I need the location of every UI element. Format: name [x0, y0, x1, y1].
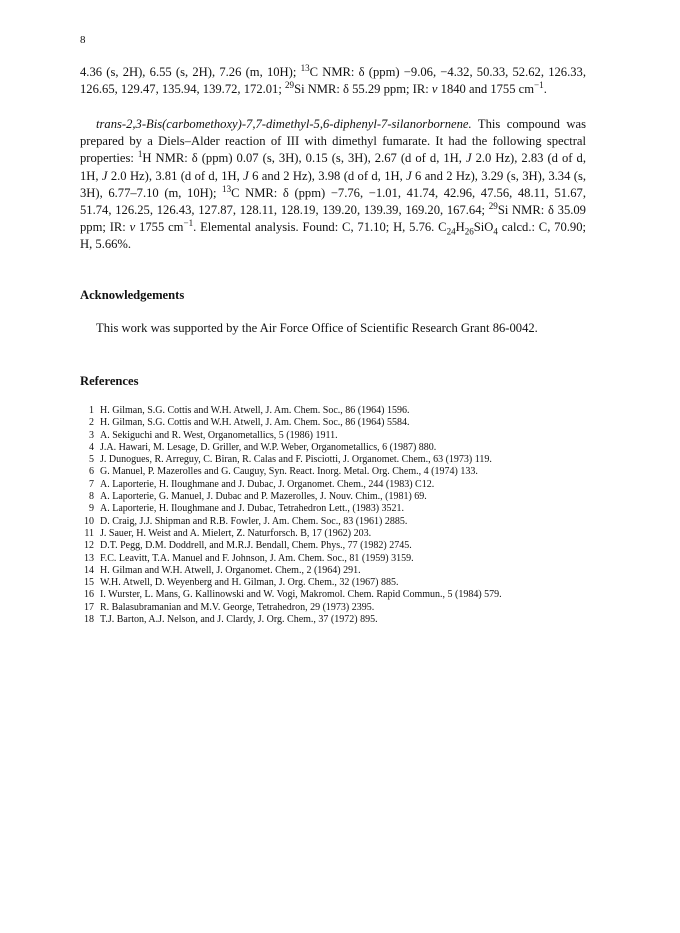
reference-item	[80, 565, 600, 577]
acknowledgements-text: This work was supported by the Air Force Office of Scientific Research Grant 86-0042.	[96, 321, 538, 335]
reference-text: J.A. Hawari, M. Lesage, D. Griller, and W.P. Weber, Organometallics, 6 (1987) 880.	[100, 441, 437, 453]
reference-text: T.J. Barton, A.J. Nelson, and J. Clardy, J. Org. Chem., 37 (1972) 895.	[100, 614, 378, 626]
reference-text: H. Gilman, S.G. Cottis and W.H. Atwell, J. Am. Chem. Soc., 86 (1964) 1596.	[100, 405, 410, 416]
text-run: Si NMR: δ 55.29 ppm; IR:	[294, 82, 432, 97]
reference-number: 4	[89, 441, 94, 453]
unit-superscript: −1	[183, 218, 194, 229]
reference-text: H. Gilman and W.H. Atwell, J. Organomet. Chem., 2 (1964) 291.	[100, 564, 361, 576]
reference-item	[80, 417, 600, 429]
reference-text: R. Balasubramanian and M.V. George, Tetrahedron, 29 (1973) 2395.	[100, 601, 375, 613]
text-run: calcd.: C, 70.90; H, 5.66%.	[80, 220, 587, 252]
text-run: 4.36 (s, 2H), 6.55 (s, 2H), 7.26 (m, 10H);	[80, 65, 301, 79]
isotope-superscript: 13	[300, 62, 310, 73]
formula-subscript: 4	[493, 226, 498, 237]
text-run: C NMR: δ (ppm) −9.06, −4.32, 50.33, 52.62, 126.33, 126.65, 129.47, 135.94, 139.72, 172.01;	[80, 65, 586, 97]
reference-number: 10	[84, 515, 94, 527]
reference-text: A. Sekiguchi and R. West, Organometallics, 5 (1986) 1911.	[100, 429, 338, 441]
reference-number: 3	[89, 429, 94, 441]
ir-nu-symbol: ν	[129, 220, 136, 235]
text-run: . Elemental analysis. Found: C, 71.10; H, 5.76. C	[193, 220, 447, 235]
text-run: This compound was prepared by a Diels–Alder reaction of III with dimethyl fumarate. It had the following spectral properties:	[80, 117, 586, 166]
text-run: 2.0 Hz), 3.81 (d of d, 1H,	[107, 168, 244, 183]
reference-text: J. Sauer, H. Weist and A. Mielert, Z. Naturforsch. B, 17 (1962) 203.	[100, 527, 372, 539]
reference-number: 2	[89, 417, 94, 429]
reference-item	[80, 577, 600, 589]
reference-text: J. Dunogues, R. Arreguy, C. Biran, R. Calas and F. Pisciotti, J. Organomet. Chem., 63 (1973) 119.	[100, 454, 492, 466]
reference-list	[80, 405, 600, 626]
coupling-j: J	[101, 168, 108, 183]
text-run: H	[455, 220, 465, 235]
reference-text: W.H. Atwell, D. Weyenberg and H. Gilman, J. Org. Chem., 32 (1967) 885.	[100, 577, 399, 589]
reference-text: H. Gilman, S.G. Cottis and W.H. Atwell, J. Am. Chem. Soc., 86 (1964) 5584.	[100, 417, 410, 429]
text-run: 1840 and 1755 cm	[437, 82, 535, 97]
reference-text: A. Laporterie, G. Manuel, J. Dubac and P. Mazerolles, J. Nouv. Chim., (1981) 69.	[100, 491, 427, 503]
reference-text: I. Wurster, L. Mans, G. Kallinowski and W. Vogi, Makromol. Chem. Rapid Commun., 5 (1984) 579.	[100, 589, 502, 601]
reference-text: D.T. Pegg, D.M. Doddrell, and M.R.J. Bendall, Chem. Phys., 77 (1982) 2745.	[100, 540, 412, 552]
reference-text: A. Laporterie, H. Iloughmane and J. Dubac, J. Organomet. Chem., 244 (1983) C12.	[100, 478, 435, 490]
reference-number: 1	[89, 405, 94, 416]
isotope-superscript: 29	[285, 80, 295, 91]
acknowledgements-heading: Acknowledgements	[80, 288, 185, 302]
reference-item	[80, 516, 600, 528]
reference-text: A. Laporterie, H. Iloughmane and J. Dubac, Tetrahedron Lett., (1983) 3521.	[100, 503, 405, 515]
reference-number: 11	[84, 527, 94, 539]
text-run: .	[543, 82, 547, 97]
reference-item	[80, 528, 600, 540]
isotope-superscript: 13	[222, 183, 232, 194]
reference-number: 14	[84, 564, 94, 576]
text-run: 6 and 2 Hz), 3.29 (s, 3H), 3.34 (s, 3H), 6.77–7.10 (m, 10H);	[80, 168, 586, 200]
reference-number: 16	[84, 589, 94, 601]
nmr-data-paragraph	[80, 64, 586, 98]
reference-item	[80, 466, 600, 478]
unit-superscript: −1	[534, 80, 544, 91]
text-run: C NMR: δ (ppm) −7.76, −1.01, 41.74, 42.96, 47.56, 48.11, 51.67, 51.74, 126.25, 126.43, 127.87, 128.11, 128.19, 139.20, 139.39, 169.20, 167.64;	[80, 185, 586, 218]
compound-paragraph	[80, 116, 586, 254]
reference-item	[80, 491, 600, 503]
reference-item	[80, 442, 600, 454]
reference-item	[80, 540, 600, 552]
reference-item	[80, 553, 600, 565]
reference-text: G. Manuel, P. Mazerolles and G. Cauguy, Syn. React. Inorg. Metal. Org. Chem., 4 (1974) 133.	[100, 466, 478, 478]
isotope-superscript: 29	[488, 200, 498, 211]
reference-item	[80, 479, 600, 491]
coupling-j: J	[243, 168, 249, 183]
text-run: SiO	[473, 220, 494, 235]
reference-number: 9	[89, 503, 94, 515]
compound-name: trans-2,3-Bis(carbomethoxy)-7,7-dimethyl-5,6-diphenyl-7-silanorbornene.	[96, 117, 472, 131]
formula-subscript: 24	[446, 226, 456, 237]
reference-number: 18	[84, 614, 94, 626]
isotope-superscript: 1	[137, 149, 143, 160]
references-heading: References	[80, 374, 139, 388]
reference-number: 13	[84, 552, 94, 564]
reference-item	[80, 503, 600, 515]
reference-number: 6	[89, 466, 94, 478]
reference-item	[80, 589, 600, 601]
coupling-j: J	[406, 168, 412, 183]
reference-item	[80, 454, 600, 466]
reference-item	[80, 614, 600, 626]
reference-number: 5	[89, 454, 94, 466]
formula-subscript: 26	[464, 226, 474, 237]
reference-text: D. Craig, J.J. Shipman and R.B. Fowler, J. Am. Chem. Soc., 83 (1961) 2885.	[100, 515, 408, 527]
reference-number: 17	[84, 601, 94, 613]
reference-number: 8	[89, 491, 94, 503]
reference-item	[80, 430, 600, 442]
text-run: 6 and 2 Hz), 3.98 (d of d, 1H,	[248, 168, 407, 183]
reference-item	[80, 602, 600, 614]
text-run: 2.0 Hz), 2.83 (d of d, 1H,	[80, 151, 586, 183]
coupling-j: J	[465, 151, 472, 166]
text-run: H NMR: δ (ppm) 0.07 (s, 3H), 0.15 (s, 3H), 2.67 (d of d, 1H,	[142, 151, 466, 166]
reference-number: 12	[84, 540, 94, 552]
reference-text: F.C. Leavitt, T.A. Manuel and F. Johnson, J. Am. Chem. Soc., 81 (1959) 3159.	[100, 552, 414, 564]
page-number: 8	[80, 34, 86, 46]
ir-nu-symbol: ν	[431, 82, 438, 97]
reference-item	[80, 405, 600, 417]
reference-number: 15	[84, 577, 94, 589]
text-run: 1755 cm	[135, 220, 184, 235]
reference-number: 7	[89, 478, 94, 490]
text-run: Si NMR: δ 35.09 ppm; IR:	[80, 203, 586, 235]
